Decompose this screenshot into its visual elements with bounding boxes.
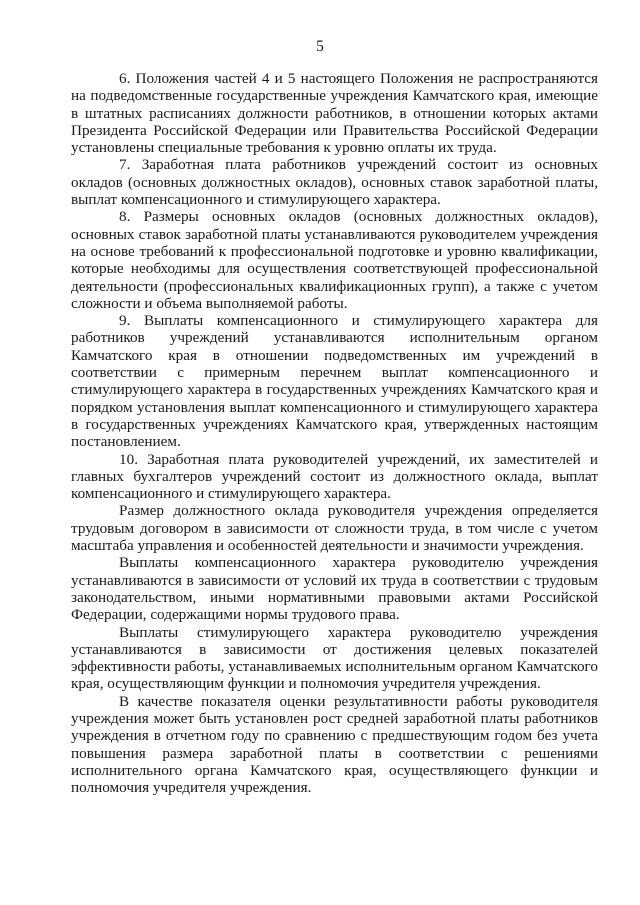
paragraph-incentive-payments: Выплаты стимулирующего характера руководителю учреждения устанавливаются в зависимости от достижения целевых показателей эффективности работы, устанавливаемых исполнительным органом Камчатского края, осуществляющим функции и полномочия учредителя учреждения. [71, 623, 598, 693]
paragraph-director-salary: Размер должностного оклада руководителя учреждения определяется трудовым договором в зависимости от сложности труда, в том числе с учетом масштаба управления и особенностей деятельности и значимости учреждения. [71, 502, 598, 555]
page-number: 5 [316, 38, 324, 55]
paragraph-7: 7. Заработная плата работников учреждений состоит из основных окладов (основных должностных окладов), основных ставок заработной платы, выплат компенсационного и стимулирующего характера. [71, 156, 598, 209]
paragraph-8: 8. Размеры основных окладов (основных должностных окладов), основных ставок заработной платы устанавливаются руководителем учреждения на основе требований к профессиональной подготовке и уровню квалификации, которые необходимы для осуществления соответствующей профессиональной деятельности (профессиональных квалификационных групп), а также с учетом сложности и объема выполняемой работы. [71, 208, 598, 312]
paragraph-performance-indicator: В качестве показателя оценки результативности работы руководителя учреждения может быть установлен рост средней заработной платы работников учреждения в отчетном году по сравнению с предшествующим годом без учета повышения размера заработной платы в соответствии с решениями исполнительного органа Камчатского края, осуществляющего функции и полномочия учредителя учреждения. [71, 692, 598, 797]
paragraph-9: 9. Выплаты компенсационного и стимулирующего характера для работников учреждений устанавливаются исполнительным органом Камчатского края в отношении подведомственных им учреждений в соответствии с примерным перечнем выплат компенсационного и стимулирующего характера в государственных учреждениях Камчатского края и порядком установления выплат компенсационного и стимулирующего характера в государственных учреждениях Камчатского края, утвержденных настоящим постановлением. [71, 312, 598, 451]
paragraph-compensation-payments: Выплаты компенсационного характера руководителю учреждения устанавливаются в зависимости от условий их труда в соответствии с трудовым законодательством, иными нормативными правовыми актами Российской Федерации, содержащими нормы трудового права. [71, 554, 598, 624]
paragraph-10: 10. Заработная плата руководителей учреждений, их заместителей и главных бухгалтеров учреждений состоит из должностного оклада, выплат компенсационного и стимулирующего характера. [71, 450, 598, 503]
paragraph-6: 6. Положения частей 4 и 5 настоящего Положения не распространяются на подведомственные государственные учреждения Камчатского края, имеющие в штатных расписаниях должности работников, в отношении которых актами Президента Российской Федерации или Правительства Российской Федерации установлены специальные требования к уровню оплаты их труда. [71, 70, 598, 157]
document-body [71, 70, 598, 796]
